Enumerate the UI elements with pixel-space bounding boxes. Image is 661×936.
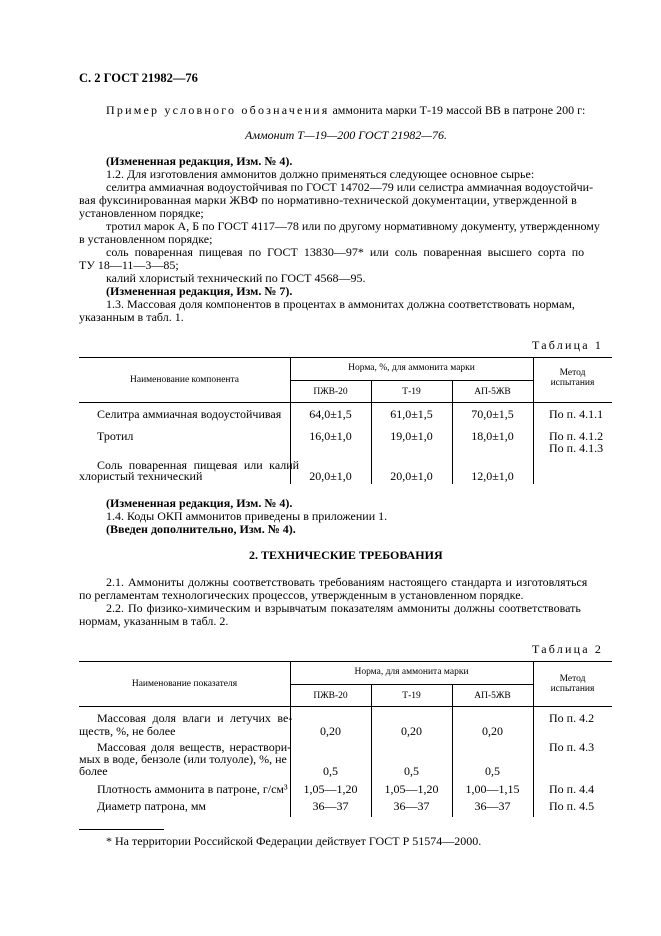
table2-row-label: Массовая доля влаги и летучих ве- (97, 711, 293, 725)
table1-grade: Т-19 (402, 387, 421, 397)
table1-method: По п. 4.1.1 (549, 407, 604, 421)
table1-cell: 70,0±1,5 (471, 407, 514, 421)
para-1-3-b: указанным в табл. 1. (79, 310, 184, 324)
table2-cell: 36—37 (474, 799, 511, 813)
para-1-2: 1.2. Для изготовления аммонитов должно применяться следующее основное сырье: (106, 167, 535, 181)
table1-cell: 20,0±1,0 (309, 469, 352, 483)
table1-col-method-2: испытания (550, 378, 595, 388)
table1-cell: 12,0±1,0 (471, 469, 514, 483)
table2-row-label: Диаметр патрона, мм (97, 799, 207, 813)
para-trotyl-1: тротил марок А, Б по ГОСТ 4117—78 или по другому нормативному документу, утвержденному (106, 219, 600, 233)
table2-col-method-1: Метод (559, 674, 586, 684)
table2-grade: Т-19 (402, 691, 421, 701)
table2-row-label: мых в воде, бензоле (или толуоле), %, не (79, 752, 287, 766)
table2-cell: 0,5 (404, 764, 419, 778)
table1-col-norm: Норма, %, для аммонита марки (348, 363, 475, 373)
table1-col-method-1: Метод (559, 368, 586, 378)
table2-cell: 1,05—1,20 (303, 782, 358, 796)
table2-grade: АП-5ЖВ (474, 691, 511, 701)
example-spaced: Пример условного обозначения (106, 103, 330, 117)
table2-method: По п. 4.2 (549, 711, 595, 725)
para-1-4: 1.4. Коды ОКП аммонитов приведены в приложении 1. (106, 509, 388, 523)
table2-caption: Таблица 2 (532, 642, 604, 656)
amend-note-7: (Измененная редакция, Изм. № 7). (106, 284, 293, 298)
para-1-3-a: 1.3. Массовая доля компонентов в процентах в аммонитах должна соответствовать нормам, (106, 297, 575, 311)
para-potassium: калий хлористый технический по ГОСТ 4568—95. (106, 271, 366, 285)
example-line (106, 104, 585, 118)
para-saltpeter-3: установленном порядке; (79, 206, 204, 220)
table1-cell: 18,0±1,0 (471, 429, 514, 443)
table1-grade: АП-5ЖВ (474, 387, 511, 397)
table1-method: По п. 4.1.2 (549, 429, 604, 443)
table2-method: По п. 4.3 (549, 740, 595, 754)
amend-note-4b: (Измененная редакция, Изм. № 4). (106, 496, 293, 510)
table1-row-name: Тротил (97, 429, 134, 443)
table1-col-name: Наименование компонента (130, 375, 239, 385)
table2-cell: 0,20 (320, 724, 341, 738)
table1-cell: 16,0±1,0 (309, 429, 352, 443)
page-header: С. 2 ГОСТ 21982—76 (79, 71, 198, 85)
table1-row-name: хлористый технический (79, 469, 203, 483)
footnote: * На территории Российской Федерации действует ГОСТ Р 51574—2000. (106, 834, 482, 848)
added-note: (Введен дополнительно, Изм. № 4). (106, 522, 296, 536)
table2-cell: 36—37 (393, 799, 430, 813)
table2-cell: 0,5 (485, 764, 500, 778)
table2-cell: 0,5 (323, 764, 338, 778)
table2-cell: 36—37 (312, 799, 349, 813)
footnote-rule (79, 829, 164, 830)
table1-cell: 64,0±1,5 (309, 407, 352, 421)
example-rest: аммонита марки Т-19 массой ВВ в патроне 200 г: (332, 103, 586, 117)
table2-grade: ПЖВ-20 (313, 691, 348, 701)
table2-row-label: ществ, %, не более (79, 724, 176, 738)
table2-col-name: Наименование показателя (131, 679, 238, 689)
table2-row-label: Плотность аммонита в патроне, г/см³ (97, 782, 288, 796)
para-2-2-a: 2.2. По физико-химическим и взрывчатым показателям аммониты должны соответствовать (106, 601, 581, 615)
para-2-1-a: 2.1. Аммониты должны соответствовать требованиям настоящего стандарта и изготовляться (106, 575, 588, 589)
para-salt-1: соль поваренная пищевая по ГОСТ 13830—97* или соль поваренная высшего сорта по (106, 245, 585, 259)
table1-caption: Таблица 1 (532, 338, 604, 352)
table2-col-norm: Норма, для аммонита марки (354, 667, 469, 677)
table1-method: По п. 4.1.3 (549, 441, 604, 455)
para-salt-2: ТУ 18—11—3—85; (79, 258, 179, 272)
table2-cell: 1,00—1,15 (465, 782, 520, 796)
para-2-1-b: по регламентам технологических процессов, утвержденным в установленном порядке. (79, 588, 524, 602)
table2-row-label: более (79, 764, 108, 778)
table2-cell: 0,20 (401, 724, 422, 738)
para-2-2-b: нормам, указанным в табл. 2. (79, 614, 229, 628)
section-2-title: 2. ТЕХНИЧЕСКИЕ ТРЕБОВАНИЯ (249, 548, 443, 562)
table2-method: По п. 4.4 (549, 782, 595, 796)
para-saltpeter-1: селитра аммиачная водоустойчивая по ГОСТ 14702—79 или селистра аммиачная водоустойчи- (106, 180, 594, 194)
table2-cell: 0,20 (482, 724, 503, 738)
table1-row-name: Селитра аммиачная водоустойчивая (97, 407, 282, 421)
table2-cell: 1,05—1,20 (384, 782, 439, 796)
table1-cell: 19,0±1,0 (390, 429, 433, 443)
table1-cell: 20,0±1,0 (390, 469, 433, 483)
table2-row-label: Массовая доля веществ, нераствори- (97, 740, 292, 754)
table1-cell: 61,0±1,5 (390, 407, 433, 421)
table2-col-method-2: испытания (550, 684, 595, 694)
para-saltpeter-2: вая фуксинированная марки ЖВФ по нормативно-технической документации, утвержденной в (79, 193, 577, 207)
table2-method: По п. 4.5 (549, 799, 595, 813)
table1-row-name: Соль поваренная пищевая или калий (97, 458, 300, 472)
example-designation: Аммонит Т—19—200 ГОСТ 21982—76. (245, 128, 447, 142)
table1-grade: ПЖВ-20 (313, 387, 348, 397)
para-trotyl-2: в установленном порядке; (79, 232, 213, 246)
amend-note-1: (Измененная редакция, Изм. № 4). (106, 154, 293, 168)
